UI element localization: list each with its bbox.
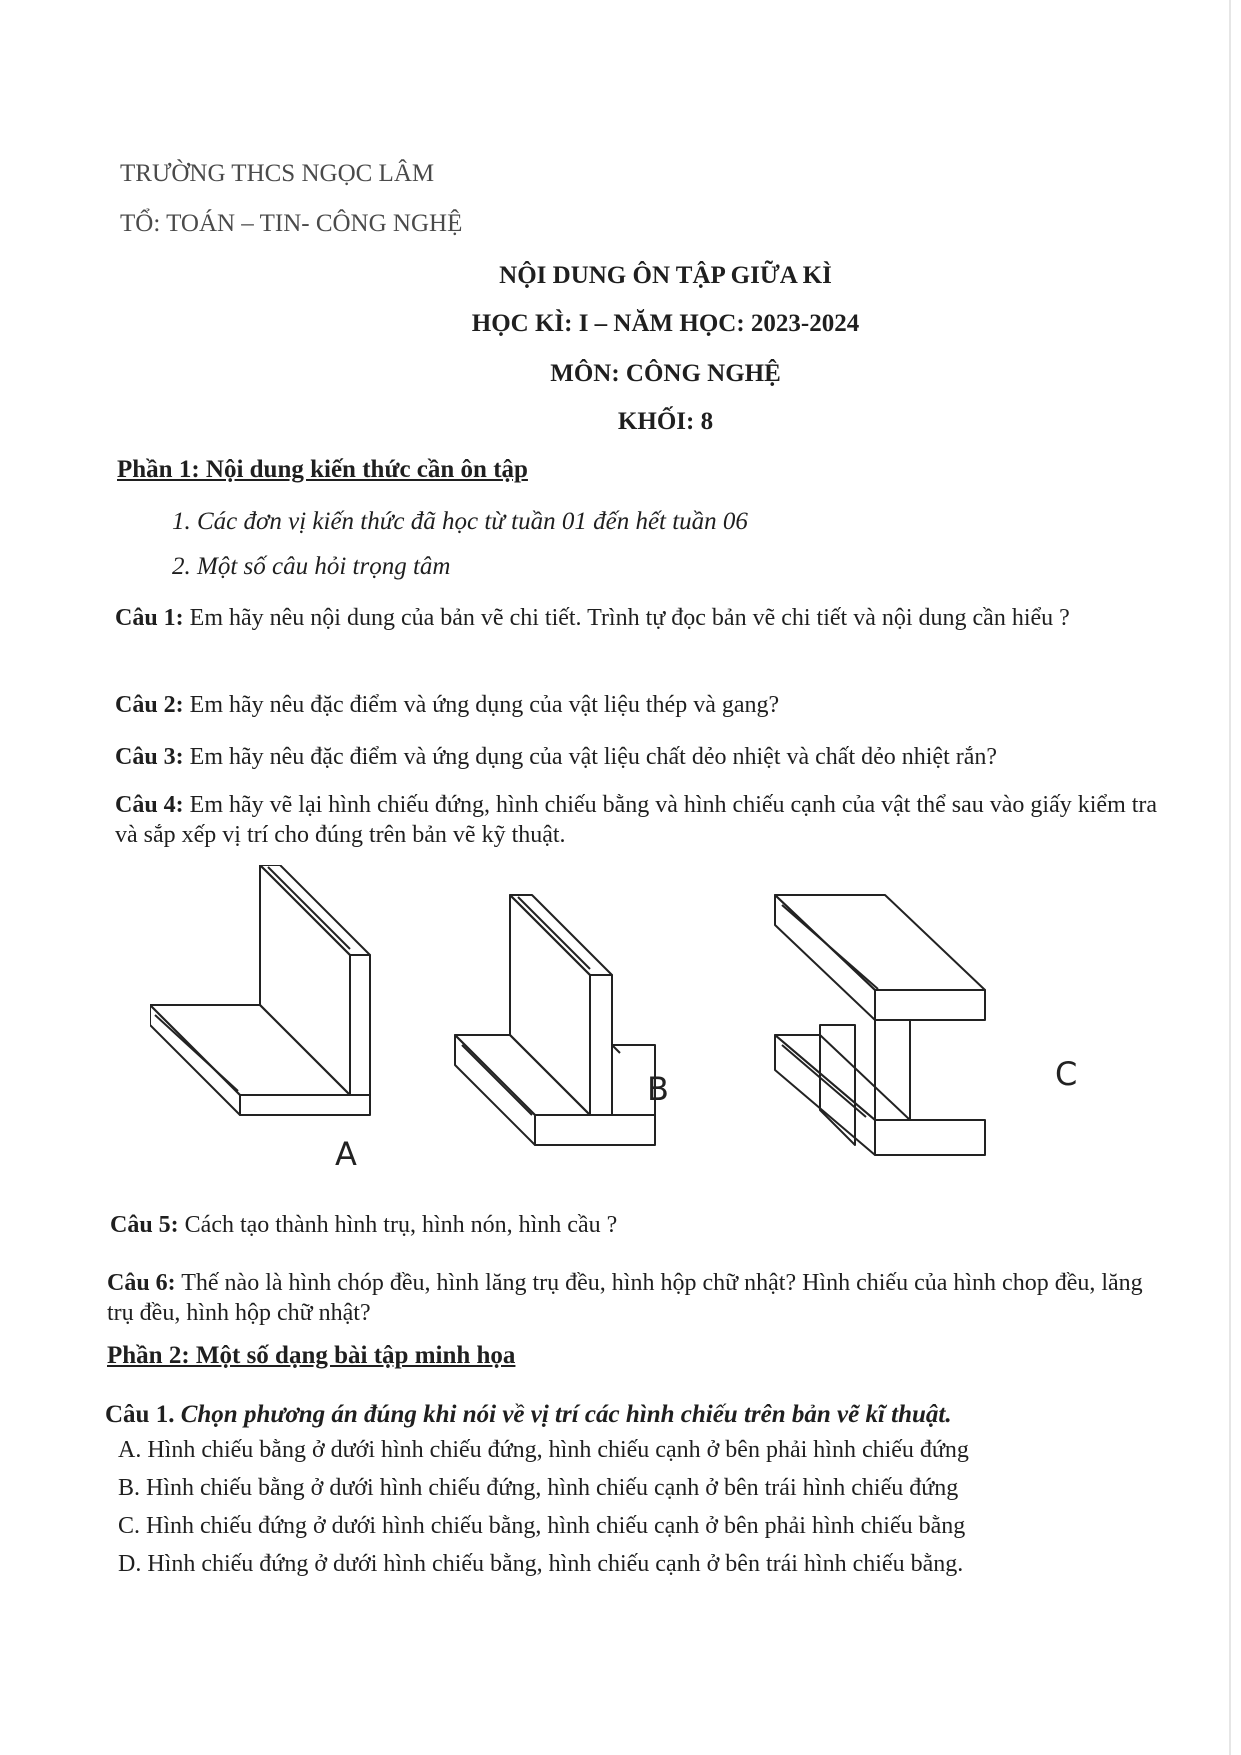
figures-svg: [150, 865, 1090, 1195]
option-a: A. Hình chiếu bằng ở dưới hình chiếu đứng, hình chiếu cạnh ở bên phải hình chiếu đứng: [118, 1437, 969, 1463]
question-4: [115, 790, 1165, 850]
question-label: Câu 6:: [107, 1270, 176, 1296]
question-label: Câu 1.: [105, 1401, 175, 1428]
department-name: TỔ: TOÁN – TIN- CÔNG NGHỆ: [120, 210, 463, 237]
question-3: [115, 742, 1165, 772]
school-name: TRƯỜNG THCS NGỌC LÂM: [120, 160, 435, 187]
question-text: Em hãy nêu đặc điểm và ứng dụng của vật liệu chất dẻo nhiệt và chất dẻo nhiệt rắn?: [183, 744, 998, 770]
part1-item: 1. Các đơn vị kiến thức đã học từ tuần 01 đến hết tuần 06: [172, 508, 748, 535]
question-1: [115, 603, 1165, 633]
subject-line: MÔN: CÔNG NGHỆ: [550, 360, 781, 387]
figure-c-shape: [775, 895, 985, 1155]
part1-item: 2. Một số câu hỏi trọng tâm: [172, 553, 451, 580]
question-label: Câu 4:: [115, 792, 184, 818]
question-5: [110, 1210, 1160, 1240]
option-d: D. Hình chiếu đứng ở dưới hình chiếu bằng, hình chiếu cạnh ở bên trái hình chiếu bằng.: [118, 1551, 964, 1577]
question-label: Câu 1:: [115, 605, 184, 631]
question-label: Câu 3:: [115, 744, 184, 770]
question-text: Em hãy nêu nội dung của bản vẽ chi tiết. Trình tự đọc bản vẽ chi tiết và nội dung cần hiểu ?: [183, 605, 1070, 631]
option-b: B. Hình chiếu bằng ở dưới hình chiếu đứng, hình chiếu cạnh ở bên trái hình chiếu đứng: [118, 1475, 959, 1501]
isometric-figures: [150, 865, 1090, 1195]
question-text: Em hãy vẽ lại hình chiếu đứng, hình chiếu bằng và hình chiếu cạnh của vật thể sau vào giấy kiểm tra và sắp xếp vị trí cho đúng trên bản vẽ kỹ thuật.: [115, 792, 1158, 848]
question-text: Chọn phương án đúng khi nói về vị trí các hình chiếu trên bản vẽ kĩ thuật.: [174, 1401, 952, 1428]
figure-b-shape: [455, 895, 655, 1145]
option-c: C. Hình chiếu đứng ở dưới hình chiếu bằng, hình chiếu cạnh ở bên phải hình chiếu bằng: [118, 1513, 966, 1539]
question-text: Cách tạo thành hình trụ, hình nón, hình cầu ?: [178, 1212, 618, 1238]
question-text: Thế nào là hình chóp đều, hình lăng trụ đều, hình hộp chữ nhật? Hình chiếu của hình chop đều, lăng trụ đều, hình hộp chữ nhật?: [107, 1270, 1143, 1326]
question-6: [107, 1268, 1162, 1328]
term-line: HỌC KÌ: I – NĂM HỌC: 2023-2024: [471, 310, 860, 337]
figure-a-shape: [150, 865, 370, 1115]
question-text: Em hãy nêu đặc điểm và ứng dụng của vật liệu thép và gang?: [183, 692, 780, 718]
part2-heading: Phần 2: Một số dạng bài tập minh họa: [107, 1342, 516, 1369]
question-label: Câu 5:: [110, 1212, 179, 1238]
figure-label-c: C: [1055, 1055, 1078, 1093]
question-2: [115, 690, 1165, 720]
doc-title: NỘI DUNG ÔN TẬP GIỮA KÌ: [499, 262, 832, 289]
part2-question-1: [105, 1400, 1165, 1430]
part1-heading: Phần 1: Nội dung kiến thức cần ôn tập: [117, 456, 528, 483]
figure-label-a: A: [335, 1135, 357, 1173]
grade-line: KHỐI: 8: [617, 408, 714, 435]
figure-label-b: B: [647, 1070, 669, 1108]
question-label: Câu 2:: [115, 692, 184, 718]
